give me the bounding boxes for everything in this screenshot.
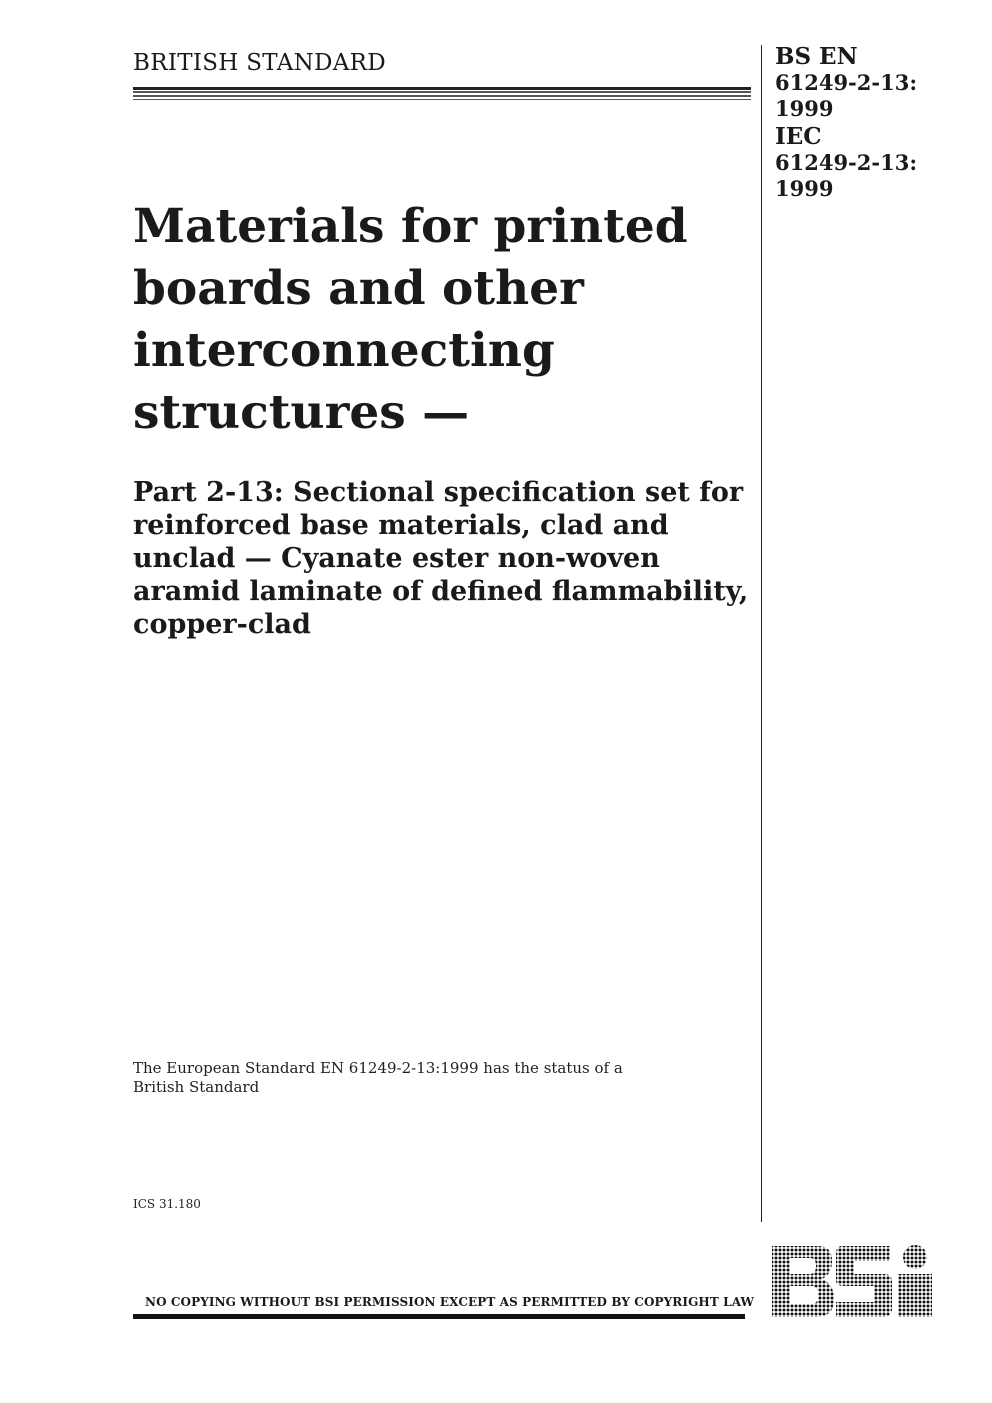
- standard-type-label: BRITISH STANDARD: [133, 50, 387, 76]
- iec-designation-line1: IEC: [775, 123, 822, 150]
- document-subtitle: Part 2-13: Sectional specification set for reinforced base materials, clad and unclad — Cyanate ester non-woven aramid laminate of defined flammability, copper-clad: [133, 477, 749, 640]
- document-title: Materials for printed boards and other interconnecting structures —: [133, 199, 688, 440]
- ics-code: ICS 31.180: [133, 1197, 201, 1211]
- bs-designation-line1: BS EN: [775, 43, 858, 70]
- header-rule: [133, 87, 751, 100]
- footer-rule: [133, 1314, 745, 1319]
- standard-designations: [775, 44, 985, 202]
- bsi-logo-icon: [770, 1244, 945, 1319]
- iec-designation-line2: 61249-2-13:: [775, 150, 918, 175]
- copyright-notice: NO COPYING WITHOUT BSI PERMISSION EXCEPT AS PERMITTED BY COPYRIGHT LAW: [145, 1295, 755, 1309]
- column-divider: [761, 45, 762, 1222]
- bs-designation-line3: 1999: [775, 96, 834, 121]
- bs-designation-line2: 61249-2-13:: [775, 70, 918, 95]
- iec-designation-line3: 1999: [775, 176, 834, 201]
- status-note: The European Standard EN 61249-2-13:1999 has the status of a British Standard: [133, 1059, 623, 1096]
